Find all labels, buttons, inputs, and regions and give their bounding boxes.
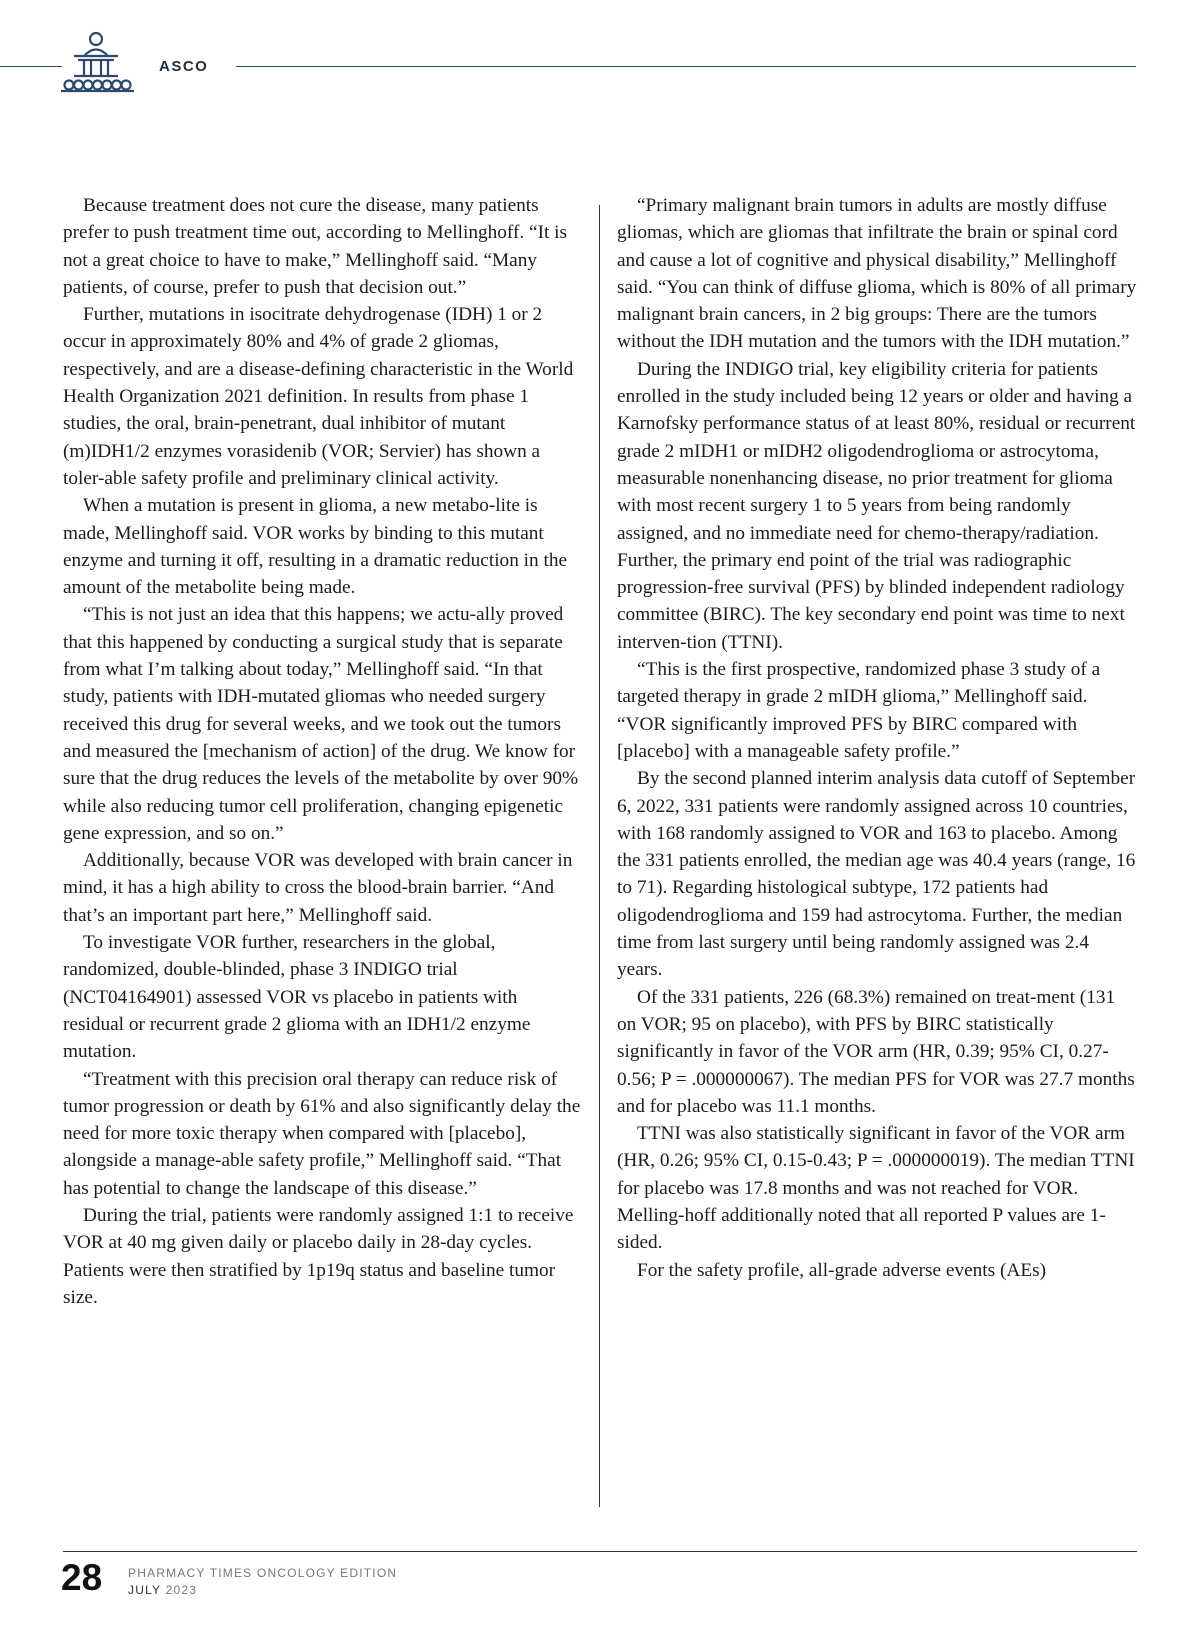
article-paragraph: Further, mutations in isocitrate dehydrogenase (IDH) 1 or 2 occur in approximately 80% and 4% of grade 2 gliomas, respectively, and are a disease-defining characteristic in the World Health Organization 2021 definition. In results from phase 1 studies, the oral, brain-penetrant, dual inhibitor of mutant (m)IDH1/2 enzymes vorasidenib (VOR; Servier) has shown a toler-able safety profile and preliminary clinical activity.: [63, 304, 574, 489]
header-rule-right: [236, 66, 1136, 67]
article-paragraph: During the trial, patients were randomly assigned 1:1 to receive VOR at 40 mg given daily or placebo daily in 28-day cycles. Patients were then stratified by 1p19q status and baseline tumor size.: [63, 1204, 574, 1308]
issue-year: 2023: [165, 1583, 198, 1597]
article-paragraph: Because treatment does not cure the disease, many patients prefer to push treatment time out, according to Mellinghoff. “It is not a great choice to have to make,” Mellinghoff said. “Many patients, of course, prefer to push that decision out.”: [63, 195, 568, 298]
article-paragraph: By the second planned interim analysis data cutoff of September 6, 2022, 331 patients were randomly assigned across 10 countries, with 168 randomly assigned to VOR and 163 to placebo. Among the 331 patients enrolled, the median age was 40.4 years (range, 16 to 71). Regarding histological subtype, 172 patients had oligodendroglioma and 159 had astrocytoma. Further, the median time from last surgery until being randomly assigned was 2.4 years.: [617, 768, 1136, 981]
article-paragraph: During the INDIGO trial, key eligibility criteria for patients enrolled in the study included being 12 years or older and having a Karnofsky performance status of at least 80%, residual or recurrent grade 2 mIDH1 or mIDH2 oligodendroglioma or astrocytoma, measurable nonenhancing disease, no prior treatment for glioma with most recent surgery 1 to 5 years from being randomly assigned, and no immediate need for chemo-therapy/radiation. Further, the primary end point of the trial was radiographic progression-free survival (PFS) by blinded independent radiology committee (BIRC). The key secondary end point was time to next interven-tion (TTNI).: [617, 358, 1136, 653]
issue-date: [128, 1583, 197, 1597]
article-paragraph: When a mutation is present in glioma, a new metabo-lite is made, Mellinghoff said. VOR works by binding to this mutant enzyme and turning it off, resulting in a dramatic reduction in the amount of the metabolite being made.: [63, 495, 568, 599]
article-paragraph: “This is the first prospective, randomized phase 3 study of a targeted therapy in grade 2 mIDH glioma,” Mellinghoff said. “VOR significantly improved PFS by BIRC compared with [placebo] with a manageable safety profile.”: [617, 659, 1101, 762]
article-paragraph: “This is not just an idea that this happens; we actu-ally proved that this happened by conducting a surgical study that is separate from what I’m talking about today,” Mellinghoff said. “In that study, patients with IDH-mutated gliomas who needed surgery received this drug for several weeks, and we took out the tumors and measured the [mechanism of action] of the drug. We know for sure that the drug reduces the levels of the metabolite by over 90% while also reducing tumor cell proliferation, changing epigenetic gene expression, and so on.”: [63, 604, 579, 844]
column-divider: [599, 205, 600, 1507]
article-paragraph: Of the 331 patients, 226 (68.3%) remained on treat-ment (131 on VOR; 95 on placebo), with PFS by BIRC statistically significantly in favor of the VOR arm (HR, 0.39; 95% CI, 0.27-0.56; P = .000000067). The median PFS for VOR was 27.7 months and for placebo was 11.1 months.: [617, 986, 1135, 1117]
asco-podium-logo-icon: [60, 30, 140, 98]
issue-month: JULY: [128, 1583, 162, 1597]
article-paragraph: To investigate VOR further, researchers in the global, randomized, double-blinded, phase 3 INDIGO trial (NCT04164901) assessed VOR vs placebo in patients with residual or recurrent grade 2 glioma with an IDH1/2 enzyme mutation.: [63, 932, 531, 1063]
page-number: 28: [61, 1557, 103, 1598]
article-right-column: [617, 192, 1137, 1284]
section-label: ASCO: [159, 58, 209, 75]
article-paragraph: TTNI was also statistically significant in favor of the VOR arm (HR, 0.26; 95% CI, 0.15-0.43; P = .000000019). The median TTNI for placebo was 17.8 months and was not reached for VOR. Melling-hoff additionally noted that all reported P values are 1-sided.: [617, 1123, 1135, 1254]
footer-rule: [63, 1551, 1137, 1552]
article-paragraph: “Primary malignant brain tumors in adults are mostly diffuse gliomas, which are gliomas that infiltrate the brain or spinal cord and cause a lot of cognitive and physical disability,” Mellinghoff said. “You can think of diffuse glioma, which is 80% of all primary malignant brain cancers, in 2 big groups: There are the tumors without the IDH mutation and the tumors with the IDH mutation.”: [617, 195, 1137, 353]
publication-name: PHARMACY TIMES ONCOLOGY EDITION: [128, 1566, 398, 1580]
article-paragraph: For the safety profile, all-grade adverse events (AEs): [637, 1259, 1047, 1281]
header-rule-left: [0, 66, 62, 67]
article-left-column: [63, 192, 581, 1311]
page-header: [0, 0, 1200, 110]
article-paragraph: Additionally, because VOR was developed with brain cancer in mind, it has a high ability to cross the blood-brain barrier. “And that’s an important part here,” Mellinghoff said.: [63, 850, 573, 926]
article-paragraph: “Treatment with this precision oral therapy can reduce risk of tumor progression or death by 61% and also significantly delay the need for more toxic therapy when compared with [placebo], alongside a manage-able safety profile,” Mellinghoff said. “That has potential to change the landscape of this disease.”: [63, 1068, 581, 1199]
